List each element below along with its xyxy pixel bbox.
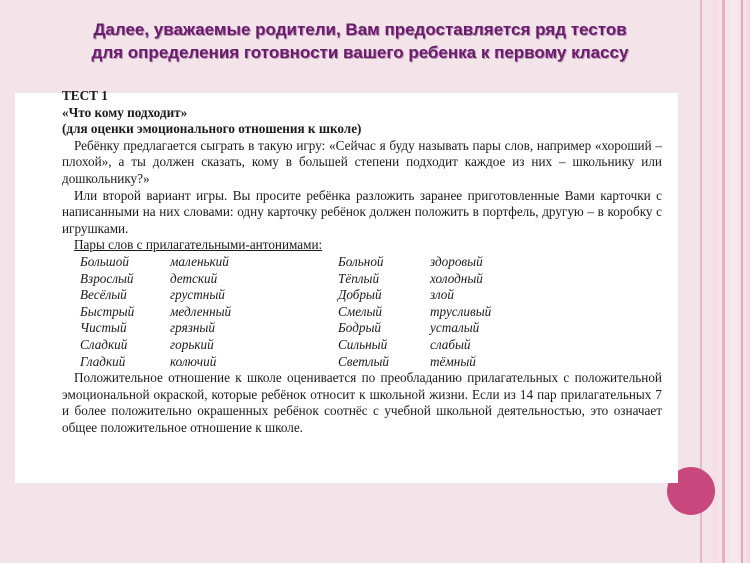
decor-stripe bbox=[746, 0, 750, 563]
pairs-table bbox=[62, 254, 662, 370]
pair-word: Добрый bbox=[338, 287, 382, 303]
pair-word: Гладкий bbox=[80, 353, 126, 369]
test-title: ТЕСТ 1 bbox=[62, 88, 108, 103]
paragraph-2: Или второй вариант игры. Вы просите ребёнка разложить заранее приготовленные Вами карточки с написанными на них словами: одну карточку ребёнок должен положить в портфель, другую – в коробку с игрушками. bbox=[62, 187, 662, 236]
decor-stripe bbox=[741, 0, 743, 563]
pair-word: Больной bbox=[338, 253, 384, 269]
pair-word: маленький bbox=[170, 253, 229, 269]
pair-word: злой bbox=[430, 287, 454, 303]
pairs-heading: Пары слов с прилагательными-антонимами: bbox=[74, 237, 323, 253]
pair-word: грязный bbox=[170, 320, 215, 336]
document-image bbox=[15, 88, 678, 483]
pair-word: здоровый bbox=[430, 253, 483, 269]
test-name: «Что кому подходит» bbox=[62, 104, 188, 120]
pair-word: холодный bbox=[430, 270, 483, 286]
document-text bbox=[62, 88, 662, 436]
pair-word: Сильный bbox=[338, 336, 388, 352]
paragraph-3: Положительное отношение к школе оценивается по преобладанию прилагательных с положительной эмоциональной окраской, которые ребёнок относит к школьной жизни. Если из 14 пар прилагательных 7 и более положительно окрашенных ребёнок соотнёс с учебной школьной деятельностью, это означает общее положительное отношение к школе. bbox=[62, 369, 662, 435]
slide-title-line2: для определения готовности вашего ребенка к первому классу bbox=[91, 43, 629, 62]
paragraph-1: Ребёнку предлагается сыграть в такую игру: «Сейчас я буду называть пары слов, например «хороший – плохой», а ты должен сказать, кому в большей степени подходит каждое из них – школьнику или дошкольнику?» bbox=[62, 137, 662, 186]
pair-word: Сладкий bbox=[80, 336, 128, 352]
pair-word: трусливый bbox=[430, 303, 492, 319]
pair-word: горький bbox=[170, 336, 214, 352]
pair-word: грустный bbox=[170, 287, 225, 303]
pair-word: тёмный bbox=[430, 353, 476, 369]
pair-word: Чистый bbox=[80, 320, 127, 336]
pair-word: детский bbox=[170, 270, 218, 286]
pair-word: Бодрый bbox=[338, 320, 381, 336]
pair-word: Быстрый bbox=[80, 303, 135, 319]
pair-word: Тёплый bbox=[338, 270, 380, 286]
pair-word: Светлый bbox=[338, 353, 389, 369]
test-subtitle: (для оценки эмоционального отношения к школе) bbox=[62, 121, 362, 137]
decor-stripe bbox=[722, 0, 725, 563]
decor-stripe bbox=[712, 0, 718, 563]
decor-stripe bbox=[730, 0, 738, 563]
pair-word: усталый bbox=[430, 320, 480, 336]
pair-word: Смелый bbox=[338, 303, 383, 319]
pair-word: слабый bbox=[430, 336, 471, 352]
pair-word: Большой bbox=[80, 253, 129, 269]
slide-title bbox=[40, 18, 680, 64]
pair-word: Взрослый bbox=[80, 270, 134, 286]
pair-word: колючий bbox=[170, 353, 217, 369]
slide-title-line1: Далее, уважаемые родители, Вам предоставляется ряд тестов bbox=[93, 20, 627, 39]
pair-word: медленный bbox=[170, 303, 232, 319]
pair-word: Весёлый bbox=[80, 287, 127, 303]
